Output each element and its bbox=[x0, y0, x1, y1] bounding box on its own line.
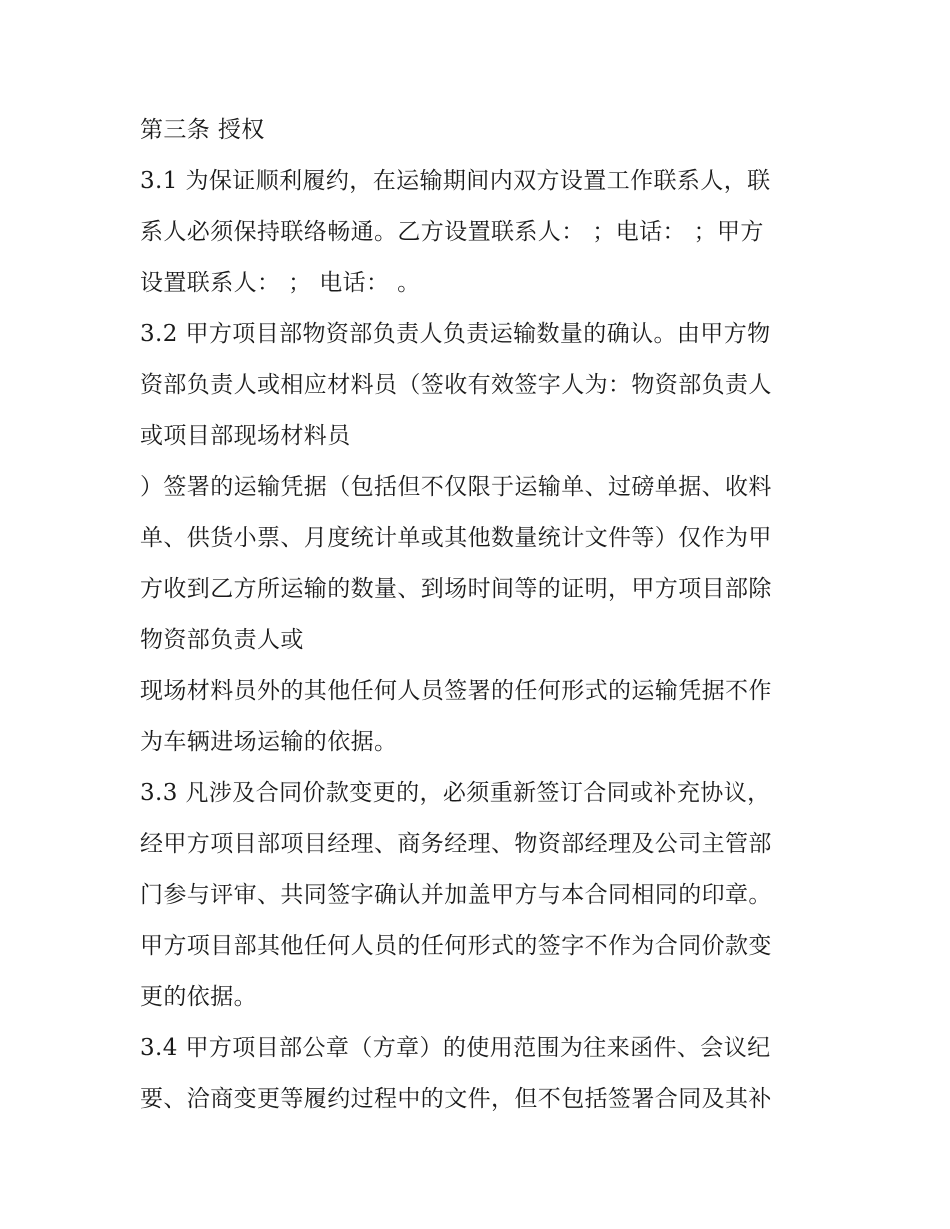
text-line: 经甲方项目部项目经理、商务经理、物资部经理及公司主管部 bbox=[140, 831, 772, 857]
document-body bbox=[140, 105, 820, 1125]
text-line-clause-3-1: 3.1 为保证顺利履约，在运输期间内双方设置工作联系人，联 bbox=[140, 168, 771, 194]
text-line: 设置联系人： ； 电话： 。 bbox=[140, 270, 421, 296]
text-line: ）签署的运输凭据（包括但不仅限于运输单、过磅单据、收料 bbox=[140, 474, 772, 500]
text-line-clause-3-4: 3.4 甲方项目部公章（方章）的使用范围为往来函件、会议纪 bbox=[140, 1035, 771, 1061]
text-line: 物资部负责人或 bbox=[140, 627, 304, 653]
text-line: 门参与评审、共同签字确认并加盖甲方与本合同相同的印章。 bbox=[140, 882, 772, 908]
text-line: 为车辆进场运输的依据。 bbox=[140, 729, 398, 755]
text-line: 方收到乙方所运输的数量、到场时间等的证明，甲方项目部除 bbox=[140, 576, 772, 602]
text-line: 甲方项目部其他任何人员的任何形式的签字不作为合同价款变 bbox=[140, 933, 772, 959]
text-line: 更的依据。 bbox=[140, 984, 257, 1010]
text-line-clause-3-3: 3.3 凡涉及合同价款变更的，必须重新签订合同或补充协议， bbox=[140, 780, 771, 806]
text-line: 资部负责人或相应材料员（签收有效签字人为：物资部负责人 bbox=[140, 372, 772, 398]
text-line: 现场材料员外的其他任何人员签署的任何形式的运输凭据不作 bbox=[140, 678, 772, 704]
section-heading: 第三条 授权 bbox=[140, 117, 265, 143]
text-line: 单、供货小票、月度统计单或其他数量统计文件等）仅作为甲 bbox=[140, 525, 772, 551]
text-line: 要、洽商变更等履约过程中的文件，但不包括签署合同及其补 bbox=[140, 1086, 772, 1112]
text-line-clause-3-2: 3.2 甲方项目部物资部负责人负责运输数量的确认。由甲方物 bbox=[140, 321, 771, 347]
text-line: 或项目部现场材料员 bbox=[140, 423, 351, 449]
text-line: 系人必须保持联络畅通。乙方设置联系人： ；电话： ；甲方 bbox=[140, 219, 764, 245]
